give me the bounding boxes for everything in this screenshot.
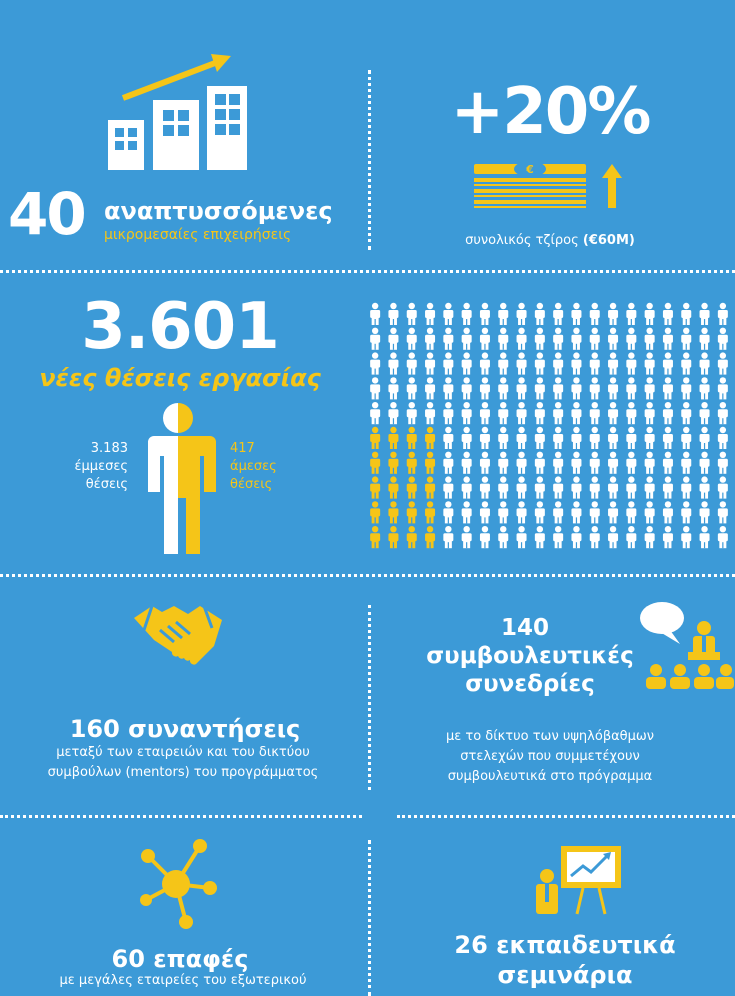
person-figure-indirect xyxy=(480,328,490,350)
person-figure-indirect xyxy=(663,377,673,399)
person-figure-indirect xyxy=(663,352,673,374)
sessions-line-2: στελεχών που συμμετέχουν xyxy=(460,749,640,764)
person-figure-indirect xyxy=(608,402,618,424)
person-figure-indirect xyxy=(407,328,417,350)
person-figure-indirect xyxy=(370,377,380,399)
person-figure-indirect xyxy=(462,328,472,350)
person-figure-indirect xyxy=(462,427,472,449)
person-figure-direct xyxy=(388,452,398,474)
person-figure-indirect xyxy=(370,352,380,374)
person-figure-indirect xyxy=(700,303,710,325)
contacts-title: 60 επαφές xyxy=(111,945,249,973)
person-figure-indirect xyxy=(443,328,453,350)
person-figure-indirect xyxy=(626,352,636,374)
person-figure-direct xyxy=(388,476,398,498)
person-figure-indirect xyxy=(681,526,691,548)
person-figure-indirect xyxy=(571,377,581,399)
person-figure-indirect xyxy=(480,402,490,424)
person-figure-indirect xyxy=(626,427,636,449)
person-figure-indirect xyxy=(407,377,417,399)
person-figure-indirect xyxy=(645,352,655,374)
person-figure-indirect xyxy=(590,526,600,548)
person-figure-indirect xyxy=(443,377,453,399)
person-figure-indirect xyxy=(443,476,453,498)
person-figure-indirect xyxy=(388,303,398,325)
person-figure-indirect xyxy=(681,352,691,374)
person-figure-indirect xyxy=(498,402,508,424)
person-figure-indirect xyxy=(590,377,600,399)
person-figure-indirect xyxy=(407,352,417,374)
person-figure-indirect xyxy=(663,427,673,449)
person-figure-indirect xyxy=(608,427,618,449)
buildings-growth-icon xyxy=(105,52,255,176)
contacts-line-1: με μεγάλες εταιρείες του εξωτερικού xyxy=(59,973,307,988)
person-figure-indirect xyxy=(407,303,417,325)
person-figure-indirect xyxy=(663,476,673,498)
person-figure-indirect xyxy=(700,402,710,424)
person-figure-indirect xyxy=(681,303,691,325)
seminars-title-2: σεμινάρια xyxy=(497,961,633,989)
person-figure-indirect xyxy=(498,328,508,350)
person-figure-indirect xyxy=(535,476,545,498)
person-figure-indirect xyxy=(462,377,472,399)
person-figure-indirect xyxy=(498,452,508,474)
person-figure-indirect xyxy=(517,476,527,498)
person-figure-indirect xyxy=(462,526,472,548)
person-figure-indirect xyxy=(553,377,563,399)
person-figure-indirect xyxy=(370,402,380,424)
person-figure-indirect xyxy=(425,352,435,374)
person-figure-direct xyxy=(425,526,435,548)
person-figure-indirect xyxy=(480,501,490,523)
indirect-jobs-value: 3.183 xyxy=(90,441,128,456)
person-figure-indirect xyxy=(608,476,618,498)
person-figure-indirect xyxy=(535,452,545,474)
person-figure-indirect xyxy=(645,476,655,498)
person-figure-direct xyxy=(407,476,417,498)
speaker-audience-icon xyxy=(640,600,735,699)
person-figure-indirect xyxy=(425,303,435,325)
person-figure-indirect xyxy=(608,452,618,474)
svg-text:€: € xyxy=(526,163,534,176)
person-figure-direct xyxy=(388,427,398,449)
person-figure-indirect xyxy=(608,501,618,523)
person-figure-indirect xyxy=(663,452,673,474)
person-figure-indirect xyxy=(700,452,710,474)
person-figure-indirect xyxy=(645,377,655,399)
person-figure-indirect xyxy=(535,427,545,449)
person-figure-indirect xyxy=(700,501,710,523)
divider-row-3-right xyxy=(397,815,735,818)
person-figure-indirect xyxy=(443,352,453,374)
person-figure-direct xyxy=(407,427,417,449)
person-figure-indirect xyxy=(571,476,581,498)
person-figure-indirect xyxy=(517,303,527,325)
turnover-percent: +20% xyxy=(450,75,650,149)
turnover-amount: (€60M) xyxy=(582,233,635,248)
person-figure-indirect xyxy=(498,352,508,374)
person-figure-indirect xyxy=(608,377,618,399)
person-figure-indirect xyxy=(626,303,636,325)
person-figure-indirect xyxy=(553,427,563,449)
person-figure-direct xyxy=(370,452,380,474)
person-figure-indirect xyxy=(700,476,710,498)
person-figure-indirect xyxy=(425,377,435,399)
sessions-line-1: με το δίκτυο των υψηλόβαθμων xyxy=(445,729,655,744)
up-arrow-icon xyxy=(602,164,622,212)
person-figure-indirect xyxy=(535,303,545,325)
person-figure-indirect xyxy=(645,402,655,424)
person-figure-indirect xyxy=(590,303,600,325)
divider-middle-vertical xyxy=(368,605,371,790)
person-figure-direct xyxy=(425,452,435,474)
person-figure-indirect xyxy=(681,452,691,474)
sessions-title-2: συνεδρίες xyxy=(465,671,595,697)
person-figure-indirect xyxy=(718,328,728,350)
person-figure-direct xyxy=(407,526,417,548)
person-figure-direct xyxy=(388,526,398,548)
person-figure-indirect xyxy=(590,476,600,498)
person-figure-indirect xyxy=(700,526,710,548)
person-figure-indirect xyxy=(370,328,380,350)
person-figure-indirect xyxy=(443,452,453,474)
enterprises-number: 40 xyxy=(8,180,85,248)
person-figure-indirect xyxy=(626,476,636,498)
person-figure-indirect xyxy=(517,501,527,523)
person-figure-indirect xyxy=(700,352,710,374)
person-figure-indirect xyxy=(718,427,728,449)
sessions-number: 140 xyxy=(500,615,549,641)
presentation-chart-icon xyxy=(533,840,625,922)
person-figure-indirect xyxy=(480,303,490,325)
person-figure-indirect xyxy=(663,501,673,523)
indirect-jobs-block xyxy=(38,440,128,494)
person-figure-indirect xyxy=(535,328,545,350)
person-figure-indirect xyxy=(553,352,563,374)
person-figure-indirect xyxy=(626,402,636,424)
person-figure-indirect xyxy=(498,476,508,498)
sessions-title-1: συμβουλευτικές xyxy=(426,643,634,669)
person-figure-indirect xyxy=(553,501,563,523)
person-figure-indirect xyxy=(645,526,655,548)
person-figure-indirect xyxy=(462,402,472,424)
person-figure-indirect xyxy=(626,452,636,474)
person-figure-indirect xyxy=(443,402,453,424)
person-figure-indirect xyxy=(462,303,472,325)
person-figure-indirect xyxy=(443,427,453,449)
person-figure-indirect xyxy=(571,427,581,449)
person-figure-indirect xyxy=(681,402,691,424)
person-figure-indirect xyxy=(571,526,581,548)
person-figure-indirect xyxy=(517,377,527,399)
person-figure-indirect xyxy=(443,526,453,548)
person-figure-indirect xyxy=(571,303,581,325)
turnover-label: συνολικός τζίρος xyxy=(465,233,579,248)
person-figure-indirect xyxy=(645,501,655,523)
handshake-icon xyxy=(130,600,226,676)
person-figure-indirect xyxy=(663,303,673,325)
people-grid xyxy=(366,302,732,550)
person-figure-indirect xyxy=(571,452,581,474)
person-figure-indirect xyxy=(571,402,581,424)
person-figure-indirect xyxy=(718,352,728,374)
direct-jobs-label-2: θέσεις xyxy=(230,477,273,492)
person-figure-indirect xyxy=(700,328,710,350)
person-figure-indirect xyxy=(462,501,472,523)
person-figure-indirect xyxy=(517,352,527,374)
person-figure-indirect xyxy=(498,303,508,325)
person-figure-indirect xyxy=(553,526,563,548)
person-figure-indirect xyxy=(443,303,453,325)
direct-jobs-block xyxy=(230,440,320,494)
person-figure-indirect xyxy=(608,352,618,374)
person-figure-indirect xyxy=(590,452,600,474)
person-figure-indirect xyxy=(480,526,490,548)
turnover-label-line xyxy=(400,232,700,250)
person-figure-indirect xyxy=(681,476,691,498)
direct-jobs-label-1: άμεσες xyxy=(230,459,277,474)
person-figure-indirect xyxy=(663,402,673,424)
person-figure-indirect xyxy=(718,526,728,548)
person-figure-direct xyxy=(370,427,380,449)
person-figure-indirect xyxy=(553,328,563,350)
person-figure-indirect xyxy=(590,427,600,449)
sessions-line-3: συμβουλευτικά στο πρόγραμμα xyxy=(447,769,653,784)
divider-row-2 xyxy=(0,574,735,577)
direct-jobs-value: 417 xyxy=(230,441,255,456)
person-figure-indirect xyxy=(480,427,490,449)
person-figure-indirect xyxy=(498,526,508,548)
person-figure-indirect xyxy=(443,501,453,523)
person-figure-indirect xyxy=(645,328,655,350)
person-figure-indirect xyxy=(425,402,435,424)
person-figure-indirect xyxy=(681,377,691,399)
person-figure-indirect xyxy=(608,328,618,350)
meetings-line-1: μεταξύ των εταιρειών και του δικτύου xyxy=(56,745,310,760)
person-figure-indirect xyxy=(718,377,728,399)
person-figure-indirect xyxy=(700,427,710,449)
person-figure-indirect xyxy=(571,501,581,523)
person-figure-direct xyxy=(370,476,380,498)
person-figure-indirect xyxy=(571,328,581,350)
divider-top-vertical xyxy=(368,70,371,250)
enterprises-title: αναπτυσσόμενες xyxy=(104,197,333,225)
person-figure-indirect xyxy=(388,377,398,399)
person-figure-indirect xyxy=(480,476,490,498)
person-figure-indirect xyxy=(718,303,728,325)
person-figure-indirect xyxy=(718,402,728,424)
person-figure-indirect xyxy=(535,352,545,374)
person-figure-indirect xyxy=(645,303,655,325)
person-figure-indirect xyxy=(553,303,563,325)
person-figure-indirect xyxy=(571,352,581,374)
person-figure-indirect xyxy=(718,476,728,498)
person-figure-indirect xyxy=(370,303,380,325)
person-figure-indirect xyxy=(681,328,691,350)
person-figure-direct xyxy=(370,501,380,523)
person-figure-indirect xyxy=(626,526,636,548)
person-figure-indirect xyxy=(626,377,636,399)
person-figure-indirect xyxy=(480,452,490,474)
person-figure-indirect xyxy=(626,328,636,350)
person-figure-direct xyxy=(388,501,398,523)
person-figure-indirect xyxy=(553,402,563,424)
person-figure-indirect xyxy=(645,427,655,449)
person-figure-indirect xyxy=(681,501,691,523)
person-figure-indirect xyxy=(590,402,600,424)
person-figure-indirect xyxy=(517,427,527,449)
divider-bottom-vertical xyxy=(368,840,371,996)
person-figure-indirect xyxy=(590,352,600,374)
money-stack-icon xyxy=(472,158,592,218)
person-figure-indirect xyxy=(535,402,545,424)
person-figure-indirect xyxy=(590,328,600,350)
person-figure-indirect xyxy=(663,328,673,350)
person-figure-direct xyxy=(425,476,435,498)
person-figure-indirect xyxy=(553,476,563,498)
indirect-jobs-label-2: θέσεις xyxy=(85,477,128,492)
person-figure-indirect xyxy=(608,526,618,548)
person-figure-direct xyxy=(407,452,417,474)
person-figure-indirect xyxy=(480,377,490,399)
divider-row-3-left xyxy=(0,815,362,818)
person-figure-indirect xyxy=(718,452,728,474)
divider-row-1 xyxy=(0,270,735,273)
person-figure-indirect xyxy=(535,501,545,523)
person-figure-indirect xyxy=(498,427,508,449)
person-figure-indirect xyxy=(535,526,545,548)
person-figure-indirect xyxy=(462,352,472,374)
person-figure-indirect xyxy=(700,377,710,399)
person-figure-indirect xyxy=(425,328,435,350)
person-figure-indirect xyxy=(626,501,636,523)
jobs-title: νέες θέσεις εργασίας xyxy=(39,364,321,392)
person-figure-indirect xyxy=(681,427,691,449)
person-figure-indirect xyxy=(517,526,527,548)
person-figure-indirect xyxy=(590,501,600,523)
meetings-line-2: συμβούλων (mentors) του προγράμματος xyxy=(47,765,319,780)
person-split-icon xyxy=(138,402,218,558)
jobs-number: 3.601 xyxy=(81,290,279,364)
person-figure-indirect xyxy=(517,452,527,474)
person-figure-indirect xyxy=(663,526,673,548)
person-figure-indirect xyxy=(462,476,472,498)
person-figure-indirect xyxy=(388,402,398,424)
person-figure-indirect xyxy=(480,352,490,374)
person-figure-direct xyxy=(370,526,380,548)
person-figure-indirect xyxy=(608,303,618,325)
person-figure-indirect xyxy=(407,402,417,424)
person-figure-indirect xyxy=(535,377,545,399)
person-figure-indirect xyxy=(498,377,508,399)
person-figure-indirect xyxy=(718,501,728,523)
meetings-title: 160 συναντήσεις xyxy=(69,715,301,743)
person-figure-indirect xyxy=(388,328,398,350)
person-figure-indirect xyxy=(517,328,527,350)
person-figure-indirect xyxy=(553,452,563,474)
person-figure-direct xyxy=(425,501,435,523)
person-figure-indirect xyxy=(645,452,655,474)
person-figure-indirect xyxy=(462,452,472,474)
person-figure-direct xyxy=(425,427,435,449)
enterprises-subtitle: μικρομεσαίες επιχειρήσεις xyxy=(104,227,292,243)
person-figure-indirect xyxy=(498,501,508,523)
network-hub-icon xyxy=(138,838,218,934)
person-figure-indirect xyxy=(388,352,398,374)
indirect-jobs-label-1: έμμεσες xyxy=(74,459,128,474)
person-figure-indirect xyxy=(517,402,527,424)
person-figure-direct xyxy=(407,501,417,523)
seminars-title-1: 26 εκπαιδευτικά xyxy=(454,931,676,959)
